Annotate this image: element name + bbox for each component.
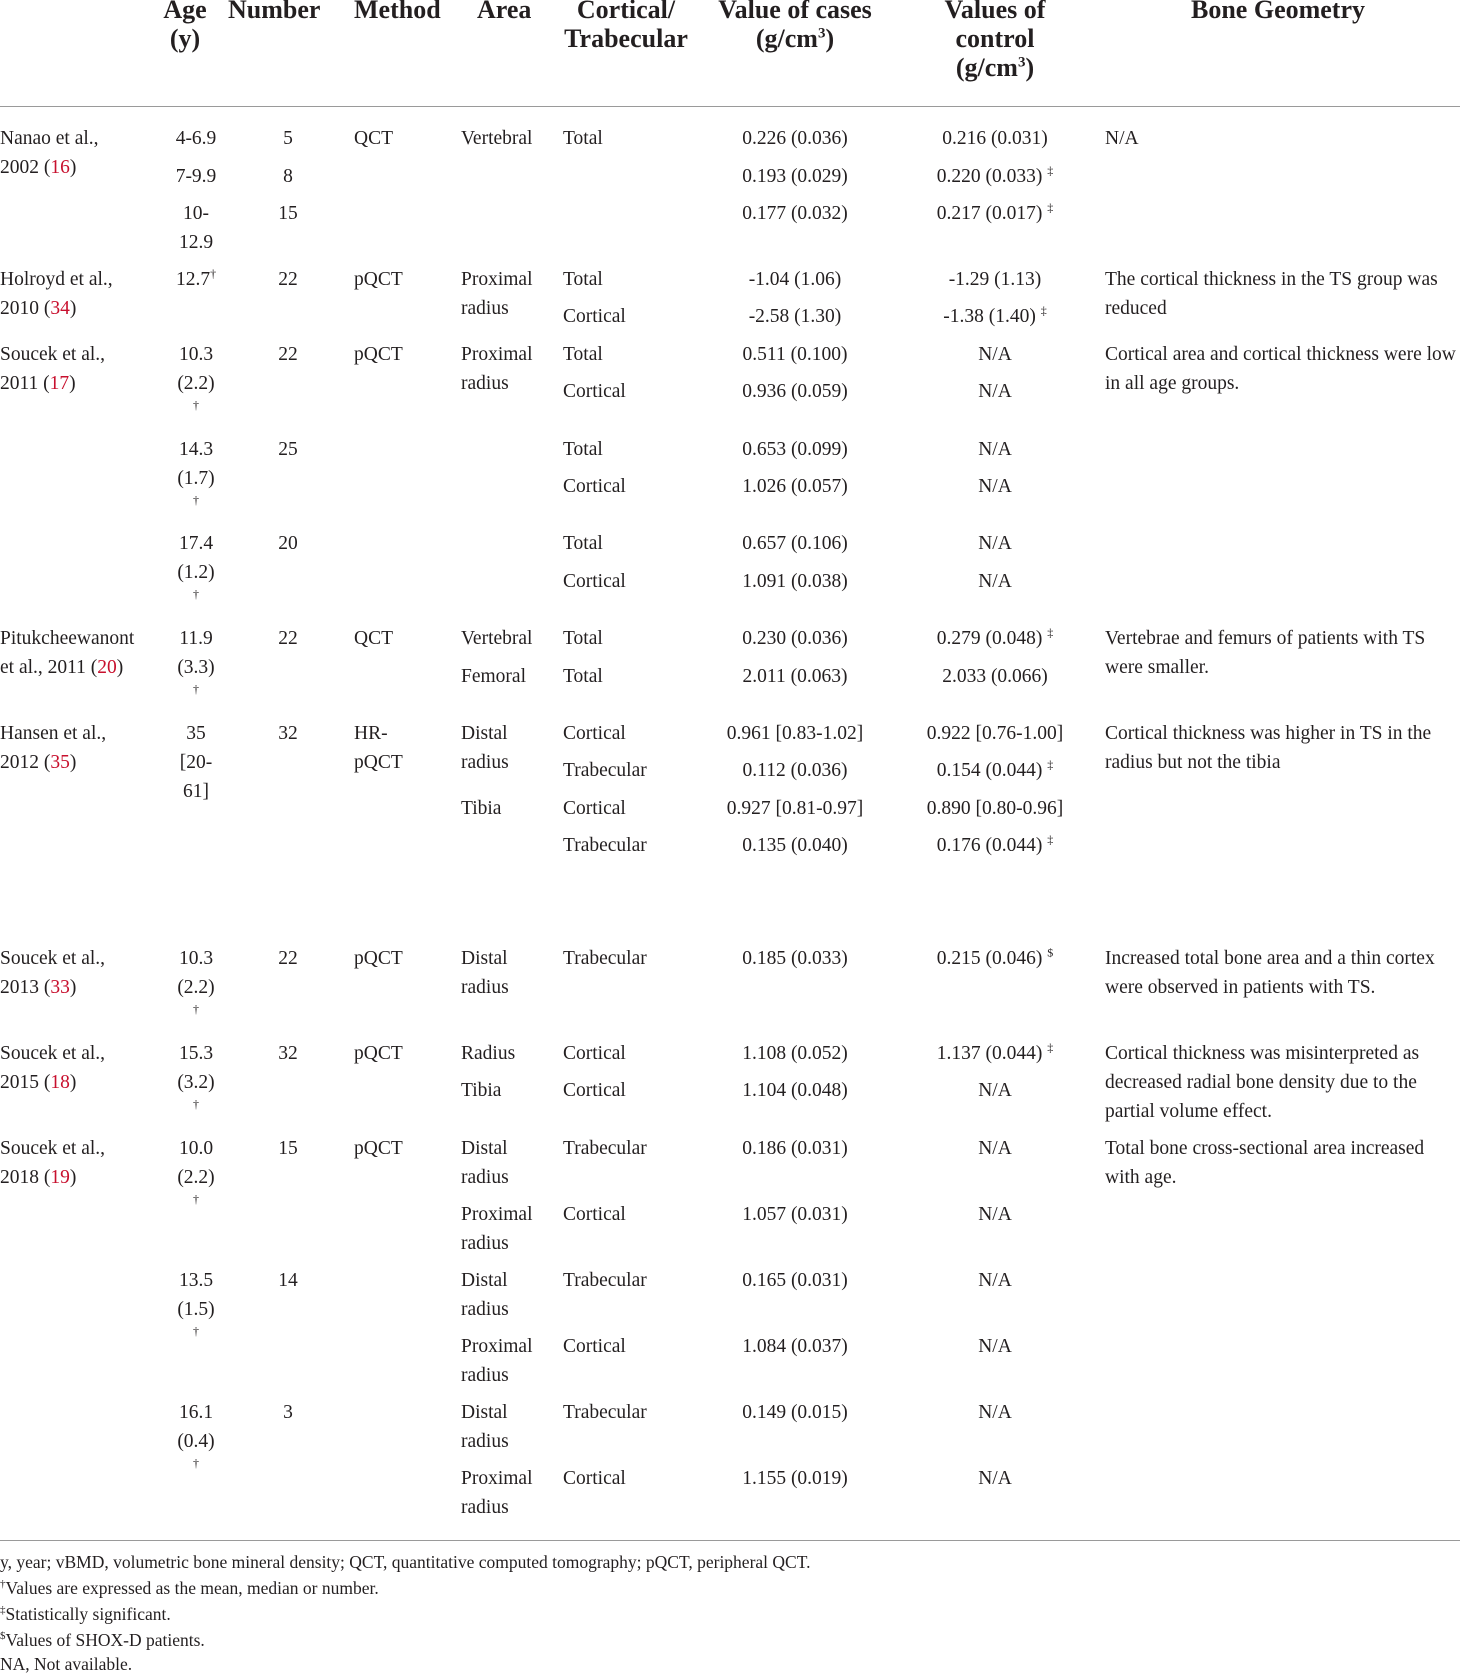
number-cell: 15 [278, 203, 298, 224]
geometry-cell: Increased total bone area and a thin cortex were observed in patients with TS. [1105, 948, 1435, 998]
control-cell: N/A [978, 1336, 1012, 1357]
control-cell: 0.216 (0.031) [942, 128, 1048, 149]
number-cell: 22 [278, 628, 298, 649]
ct-cell: Trabecular [563, 948, 647, 969]
control-cell: 0.279 (0.048) ‡ [936, 625, 1054, 649]
area-cell: Distal radius [461, 723, 509, 773]
cases-cell: 2.011 (0.063) [742, 666, 848, 687]
control-cell: 0.220 (0.033) ‡ [936, 163, 1054, 187]
number-cell: 5 [283, 128, 293, 149]
cases-cell: 1.026 (0.057) [742, 476, 848, 497]
ref-link[interactable]: 16 [50, 157, 70, 178]
author-holroyd: Holroyd et al., 2010 (34) [0, 269, 113, 319]
method-cell: QCT [354, 128, 393, 149]
author-soucek-2018: Soucek et al., 2018 (19) [0, 1138, 106, 1188]
area-cell: Tibia [461, 1080, 502, 1101]
cases-cell: 1.155 (0.019) [742, 1468, 848, 1489]
cases-cell: 0.226 (0.036) [742, 128, 848, 149]
method-cell: HR- pQCT [354, 723, 403, 773]
area-cell: Proximal radius [461, 269, 533, 319]
geometry-cell: Cortical thickness was misinterpreted as decreased radial bone density due to the partial volume effect. [1105, 1043, 1420, 1122]
number-cell: 15 [278, 1138, 298, 1159]
area-cell: Vertebral [461, 628, 533, 649]
age-cell: 4-6.9 [175, 128, 217, 149]
ct-cell: Total [563, 628, 603, 649]
control-cell: 1.137 (0.044) ‡ [936, 1040, 1054, 1064]
control-cell: N/A [978, 1204, 1012, 1225]
author-hansen: Hansen et al., 2012 (35) [0, 723, 107, 773]
author-soucek-2013: Soucek et al., 2013 (33) [0, 948, 106, 998]
ct-cell: Cortical [563, 723, 626, 744]
control-cell: 0.890 [0.80-0.96] [926, 798, 1064, 819]
number-cell: 25 [278, 439, 298, 460]
ct-cell: Total [563, 128, 603, 149]
control-cell: 0.215 (0.046) $ [936, 945, 1054, 969]
age-cell: 35 [20- 61] [179, 723, 213, 802]
age-cell: 13.5 (1.5) † [177, 1270, 215, 1338]
cases-cell: 0.112 (0.036) [742, 760, 848, 781]
number-cell: 32 [278, 1043, 298, 1064]
area-cell: Proximal radius [461, 1468, 533, 1518]
author-nanao: Nanao et al., 2002 (16) [0, 128, 99, 178]
age-cell: 10.3 (2.2) † [177, 948, 215, 1016]
number-cell: 22 [278, 269, 298, 290]
method-cell: QCT [354, 628, 393, 649]
control-cell: N/A [978, 1080, 1012, 1101]
ct-cell: Cortical [563, 306, 626, 327]
age-cell: 10.0 (2.2) † [177, 1138, 215, 1206]
cases-cell: 0.186 (0.031) [742, 1138, 848, 1159]
geometry-cell: Cortical thickness was higher in TS in the radius but not the tibia [1105, 723, 1432, 773]
footnote-section: $Values of SHOX-D patients. [0, 1630, 205, 1650]
age-cell: 10- 12.9 [178, 203, 214, 253]
cases-cell: 0.657 (0.106) [742, 533, 848, 554]
cases-cell: 0.193 (0.029) [742, 166, 848, 187]
cases-cell: 1.084 (0.037) [742, 1336, 848, 1357]
number-cell: 8 [283, 166, 293, 187]
footnote-ddagger: ‡Statistically significant. [0, 1604, 171, 1624]
area-cell: Distal radius [461, 1270, 509, 1320]
cases-cell: 0.177 (0.032) [742, 203, 848, 224]
footnote-abbreviations: y, year; vBMD, volumetric bone mineral density; QCT, quantitative computed tomography; pQCT, peripheral QCT. [0, 1552, 811, 1572]
cases-cell: 1.108 (0.052) [742, 1043, 848, 1064]
area-cell: Radius [461, 1043, 516, 1064]
area-cell: Proximal radius [461, 1204, 533, 1254]
ct-cell: Total [563, 533, 603, 554]
header-cortical-trabecular: Cortical/ Trabecular [564, 0, 688, 53]
area-cell: Tibia [461, 798, 502, 819]
cases-cell: 0.927 [0.81-0.97] [726, 798, 864, 819]
age-cell: 7-9.9 [175, 166, 217, 187]
ct-cell: Cortical [563, 1468, 626, 1489]
method-cell: pQCT [354, 269, 403, 290]
age-cell: 14.3 (1.7) † [177, 439, 215, 507]
ct-cell: Cortical [563, 798, 626, 819]
cases-cell: 0.511 (0.100) [742, 344, 848, 365]
cases-cell: 0.135 (0.040) [742, 835, 848, 856]
method-cell: pQCT [354, 1138, 403, 1159]
geometry-cell: The cortical thickness in the TS group was reduced [1105, 269, 1438, 319]
cases-cell: 0.230 (0.036) [742, 628, 848, 649]
cases-cell: 1.091 (0.038) [742, 571, 848, 592]
method-cell: pQCT [354, 344, 403, 365]
ct-cell: Total [563, 269, 603, 290]
ct-cell: Trabecular [563, 1402, 647, 1423]
area-cell: Distal radius [461, 1402, 509, 1452]
control-cell: N/A [978, 381, 1012, 402]
control-cell: N/A [978, 1270, 1012, 1291]
cases-cell: 1.104 (0.048) [742, 1080, 848, 1101]
ct-cell: Total [563, 344, 603, 365]
age-cell: 10.3 (2.2) † [177, 344, 215, 412]
author-soucek-2011: Soucek et al., 2011 (17) [0, 344, 106, 394]
ref-link[interactable]: 33 [50, 977, 70, 998]
ct-cell: Total [563, 439, 603, 460]
cases-cell: 0.961 [0.83-1.02] [726, 723, 864, 744]
ct-cell: Cortical [563, 381, 626, 402]
control-cell: N/A [978, 344, 1012, 365]
header-age: Age (y) [163, 0, 207, 53]
number-cell: 32 [278, 723, 298, 744]
footer-rule [0, 1540, 1460, 1541]
cases-cell: -1.04 (1.06) [748, 269, 842, 290]
control-cell: N/A [978, 1138, 1012, 1159]
number-cell: 20 [278, 533, 298, 554]
footnote-na: NA, Not available. [0, 1654, 133, 1674]
area-cell: Vertebral [461, 128, 533, 149]
control-cell: 0.217 (0.017) ‡ [936, 200, 1054, 224]
control-cell: N/A [978, 1468, 1012, 1489]
cases-cell: 1.057 (0.031) [742, 1204, 848, 1225]
geometry-cell: Cortical area and cortical thickness were low in all age groups. [1105, 344, 1456, 394]
ct-cell: Cortical [563, 476, 626, 497]
footnote-dagger: †Values are expressed as the mean, median or number. [0, 1578, 379, 1598]
control-cell: N/A [978, 533, 1012, 554]
header-rule [0, 106, 1460, 107]
ct-cell: Trabecular [563, 835, 647, 856]
control-cell: -1.38 (1.40) ‡ [943, 303, 1047, 327]
ref-link[interactable]: 17 [49, 373, 70, 394]
ct-cell: Total [563, 666, 603, 687]
ct-cell: Trabecular [563, 1270, 647, 1291]
control-cell: 0.176 (0.044) ‡ [936, 832, 1054, 856]
cases-cell: 0.936 (0.059) [742, 381, 848, 402]
area-cell: Proximal radius [461, 1336, 533, 1386]
ct-cell: Trabecular [563, 760, 647, 781]
control-cell: 2.033 (0.066) [942, 666, 1048, 687]
area-cell: Distal radius [461, 1138, 509, 1188]
control-cell: N/A [978, 439, 1012, 460]
control-cell: 0.922 [0.76-1.00] [926, 723, 1064, 744]
control-cell: N/A [978, 476, 1012, 497]
area-cell: Femoral [461, 666, 526, 687]
ref-link[interactable]: 34 [50, 298, 70, 319]
ct-cell: Cortical [563, 1336, 626, 1357]
ct-cell: Cortical [563, 571, 626, 592]
ref-link[interactable]: 35 [50, 752, 70, 773]
age-cell: 11.9 (3.3) † [177, 628, 215, 696]
geometry-cell: Vertebrae and femurs of patients with TS were smaller. [1105, 628, 1426, 678]
header-value-of-cases: Value of cases $(g/cm^3)$ [718, 0, 872, 53]
author-soucek-2015: Soucek et al., 2015 (18) [0, 1043, 106, 1093]
number-cell: 14 [278, 1270, 298, 1291]
age-cell: 16.1 (0.4) † [177, 1402, 215, 1470]
cases-cell: 0.653 (0.099) [742, 439, 848, 460]
ct-cell: Trabecular [563, 1138, 647, 1159]
author-pitukcheewanont: Pitukcheewanont et al., 2011 (20) [0, 628, 135, 678]
control-cell: -1.29 (1.13) [948, 269, 1042, 290]
method-cell: pQCT [354, 1043, 403, 1064]
number-cell: 22 [278, 948, 298, 969]
header-number: Number [228, 0, 321, 24]
cases-cell: 0.185 (0.033) [742, 948, 848, 969]
header-values-of-control: Values of control $(g/cm^3)$ [944, 0, 1046, 82]
geometry-cell: Total bone cross-sectional area increased with age. [1105, 1138, 1425, 1188]
control-cell: 0.154 (0.044) ‡ [936, 757, 1054, 781]
cases-cell: 0.149 (0.015) [742, 1402, 848, 1423]
cases-cell: 0.165 (0.031) [742, 1270, 848, 1291]
control-cell: N/A [978, 571, 1012, 592]
area-cell: Distal radius [461, 948, 509, 998]
age-cell: 15.3 (3.2) † [177, 1043, 215, 1111]
cases-cell: -2.58 (1.30) [748, 306, 842, 327]
age-cell: 12.7† [175, 266, 217, 290]
area-cell: Proximal radius [461, 344, 533, 394]
header-bone-geometry: Bone Geometry [1191, 0, 1366, 24]
header-area: Area [477, 0, 532, 24]
number-cell: 22 [278, 344, 298, 365]
ref-link[interactable]: 19 [50, 1167, 70, 1188]
header-method: Method [354, 0, 441, 24]
ct-cell: Cortical [563, 1043, 626, 1064]
geometry-cell: N/A [1105, 128, 1139, 149]
ref-link[interactable]: 20 [97, 657, 117, 678]
number-cell: 3 [283, 1402, 293, 1423]
control-cell: N/A [978, 1402, 1012, 1423]
age-cell: 17.4 (1.2) † [177, 533, 215, 601]
method-cell: pQCT [354, 948, 403, 969]
ct-cell: Cortical [563, 1080, 626, 1101]
ct-cell: Cortical [563, 1204, 626, 1225]
ref-link[interactable]: 18 [50, 1072, 70, 1093]
